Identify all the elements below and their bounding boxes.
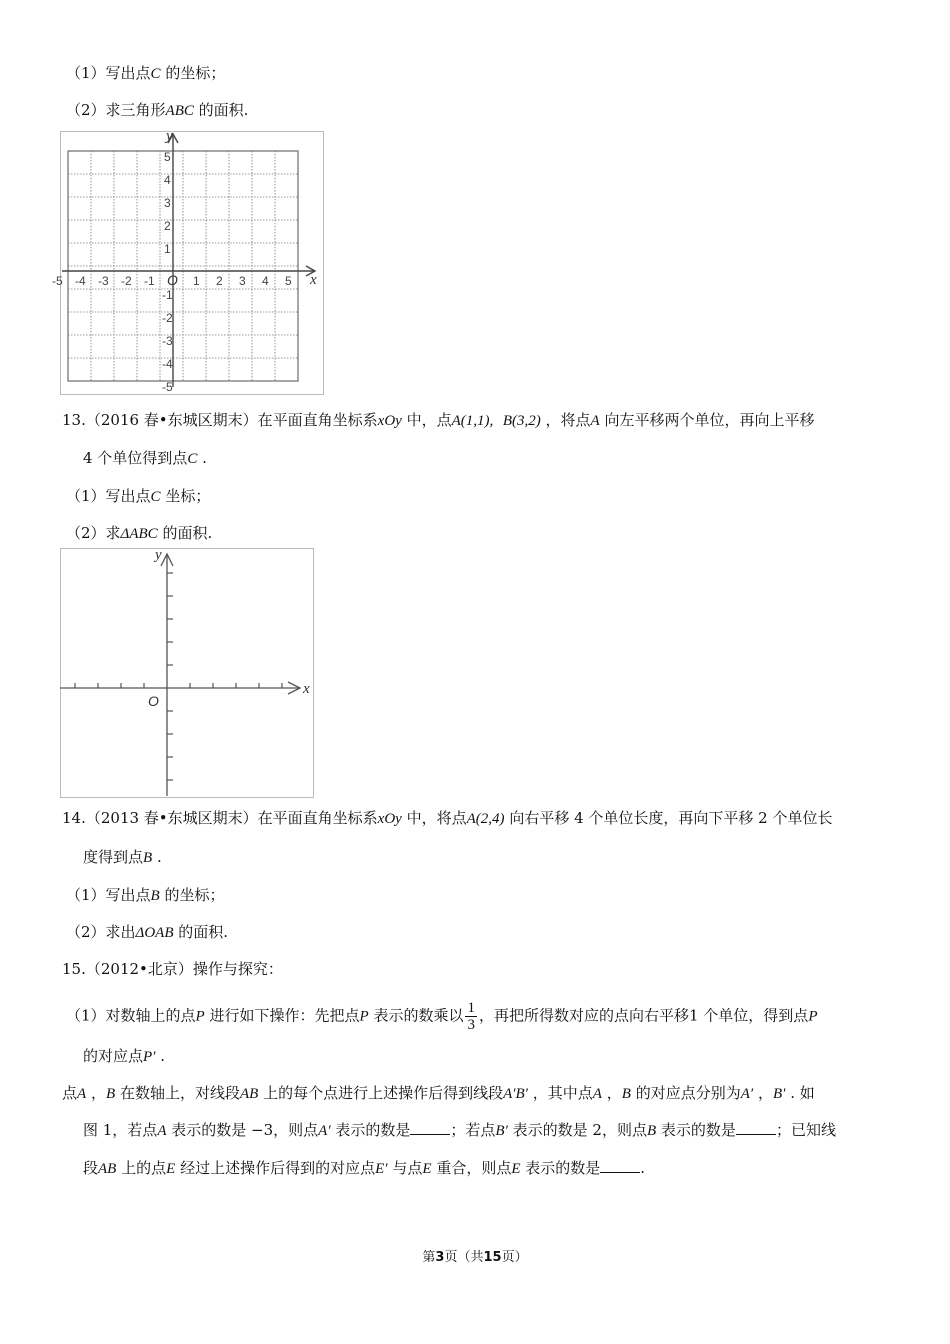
q14-sub2: （2）求出ΔOAB 的面积. xyxy=(66,923,229,941)
q12-sub2: （2）求三角形ABC 的面积. xyxy=(66,101,249,119)
x-tick-label: -5 xyxy=(52,274,63,288)
q15-stem: 15.（2012•北京）操作与探究： xyxy=(62,960,283,978)
x-tick-label: -4 xyxy=(75,274,86,288)
y-tick-label: 2 xyxy=(164,219,171,233)
y-tick-label: 1 xyxy=(164,242,171,256)
q12-coordinate-grid xyxy=(52,128,324,395)
q12-x-axis-label: x xyxy=(310,272,317,288)
y-tick-label: -5 xyxy=(162,380,173,394)
q12-sub1: （1）写出点C 的坐标； xyxy=(66,64,226,82)
page-footer: 第3页（共15页） xyxy=(422,1250,528,1265)
x-tick-label: -3 xyxy=(98,274,109,288)
y-tick-label: -3 xyxy=(162,334,173,348)
q15-sub1-line1: （1）对数轴上的点P 进行如下操作：先把点P 表示的数乘以 $\frac{1}{3}$ ，再把所得数对应的点向右平移1 个单位，得到点P xyxy=(66,1000,818,1033)
q13-sub1: （1）写出点C 坐标； xyxy=(66,487,211,505)
q15-para2-line1: 点A ，B 在数轴上，对线段AB 上的每个点进行上述操作后得到线段A′B′ ，其中点A ，B 的对应点分别为A′ ，B′ . 如 xyxy=(62,1084,815,1102)
q13-stem-line2: 4 个单位得到点C . xyxy=(83,449,207,467)
answer-blank-2[interactable] xyxy=(736,1120,776,1135)
answer-blank-3[interactable] xyxy=(600,1158,640,1173)
x-tick-label: -1 xyxy=(144,274,155,288)
x-tick-label: 5 xyxy=(285,274,292,288)
q12-y-axis-label: y xyxy=(166,128,173,144)
y-tick-label: 5 xyxy=(164,150,171,164)
q15-para2-line3: 段AB 上的点E 经过上述操作后得到的对应点E′ 与点E 重合，则点E 表示的数是 . xyxy=(83,1159,646,1177)
q14-stem-line1: 14.（2013 春•东城区期末）在平面直角坐标系xOy 中，将点A(2,4) 向右平移 4 个单位长度，再向下平移 2 个单位长 xyxy=(62,809,833,827)
y-tick-label: 3 xyxy=(164,196,171,210)
q15-sub1-line2: 的对应点P′ . xyxy=(83,1047,166,1065)
one-third-fraction: $\frac{1}{3}$ xyxy=(467,1000,475,1033)
q13-y-axis-label: y xyxy=(155,547,162,563)
x-tick-label: 4 xyxy=(262,274,269,288)
q13-coordinate-axes xyxy=(60,548,314,798)
x-tick-label: 3 xyxy=(239,274,246,288)
y-tick-label: -4 xyxy=(162,357,173,371)
q13-x-axis-label: x xyxy=(303,681,310,697)
x-tick-label: 1 xyxy=(193,274,200,288)
y-tick-label: -2 xyxy=(162,311,173,325)
q14-stem-line2: 度得到点B . xyxy=(83,848,162,866)
answer-blank-1[interactable] xyxy=(410,1120,450,1135)
q15-para2-line2: 图 1，若点A 表示的数是 −3，则点A′ 表示的数是 ；若点B′ 表示的数是 2，则点B 表示的数是 ；已知线 xyxy=(83,1121,836,1139)
q13-origin-label: O xyxy=(148,693,159,709)
x-tick-label: -2 xyxy=(121,274,132,288)
q13-sub2: （2）求ΔABC 的面积. xyxy=(66,524,213,542)
q14-sub1: （1）写出点B 的坐标； xyxy=(66,886,225,904)
x-tick-label: 2 xyxy=(216,274,223,288)
q12-origin-label: O xyxy=(167,272,178,288)
y-tick-label: 4 xyxy=(164,173,171,187)
y-tick-label: -1 xyxy=(162,288,173,302)
q13-stem-line1: 13.（2016 春•东城区期末）在平面直角坐标系xOy 中，点A(1,1), B(3,2) ，将点A 向左平移两个单位，再向上平移 xyxy=(62,411,815,429)
